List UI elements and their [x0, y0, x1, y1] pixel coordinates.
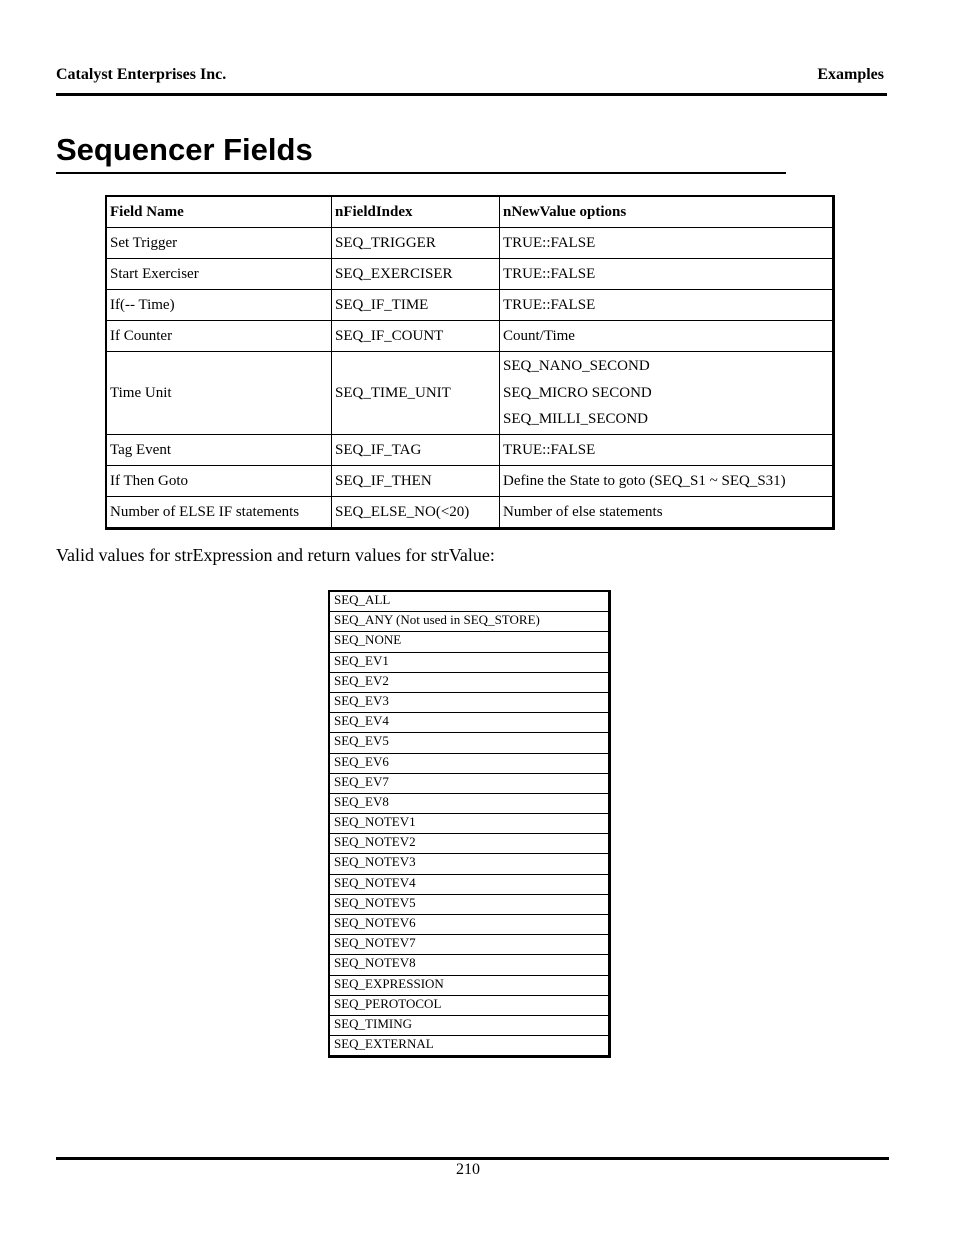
- list-item: [329, 1036, 610, 1057]
- list-item: [329, 874, 610, 894]
- valid-value-cell: SEQ_NOTEV8: [329, 955, 610, 975]
- list-item: [329, 672, 610, 692]
- list-item: [329, 632, 610, 652]
- value-options-cell: [500, 321, 834, 352]
- list-item: [329, 955, 610, 975]
- valid-value-cell: SEQ_EXTERNAL: [329, 1036, 610, 1057]
- valid-value-cell: SEQ_TIMING: [329, 1015, 610, 1035]
- header-section: Examples: [817, 66, 884, 83]
- value-options-cell: [500, 352, 834, 435]
- value-option: TRUE::FALSE: [503, 441, 596, 458]
- table-row: [106, 466, 834, 497]
- valid-value-cell: SEQ_EV3: [329, 692, 610, 712]
- valid-value-cell: SEQ_ANY (Not used in SEQ_STORE): [329, 612, 610, 632]
- list-item: [329, 854, 610, 874]
- value-option: Define the State to goto (SEQ_S1 ~ SEQ_S31): [503, 472, 786, 489]
- table-header-row: [106, 196, 834, 228]
- list-item: [329, 793, 610, 813]
- value-option: TRUE::FALSE: [503, 234, 596, 251]
- valid-value-cell: SEQ_EV7: [329, 773, 610, 793]
- field-index-cell: SEQ_IF_THEN: [332, 466, 500, 497]
- list-item: [329, 713, 610, 733]
- list-item: [329, 692, 610, 712]
- value-options-cell: [500, 466, 834, 497]
- table-row: [106, 435, 834, 466]
- valid-value-cell: SEQ_NOTEV4: [329, 874, 610, 894]
- header-company: Catalyst Enterprises Inc.: [56, 66, 227, 83]
- field-index-cell: SEQ_TIME_UNIT: [332, 352, 500, 435]
- field-name-cell: Time Unit: [106, 352, 332, 435]
- field-index-cell: SEQ_EXERCISER: [332, 259, 500, 290]
- valid-value-cell: SEQ_PEROTOCOL: [329, 995, 610, 1015]
- field-index-cell: SEQ_TRIGGER: [332, 228, 500, 259]
- page-title: Sequencer Fields: [56, 132, 313, 167]
- valid-value-cell: SEQ_NOTEV2: [329, 834, 610, 854]
- value-option: Number of else statements: [503, 503, 663, 520]
- value-option: TRUE::FALSE: [503, 296, 596, 313]
- table-row: [106, 497, 834, 529]
- field-name-cell: Tag Event: [106, 435, 332, 466]
- value-option: SEQ_MICRO SECOND: [503, 384, 652, 401]
- list-item: [329, 753, 610, 773]
- valid-value-cell: SEQ_EV5: [329, 733, 610, 753]
- field-name-cell: If Then Goto: [106, 466, 332, 497]
- field-index-cell: SEQ_IF_COUNT: [332, 321, 500, 352]
- list-item: [329, 935, 610, 955]
- column-header-nfieldindex: nFieldIndex: [332, 196, 500, 228]
- valid-value-cell: SEQ_NONE: [329, 632, 610, 652]
- valid-value-cell: SEQ_ALL: [329, 591, 610, 612]
- valid-value-cell: SEQ_EV2: [329, 672, 610, 692]
- list-item: [329, 591, 610, 612]
- footer-rule: [56, 1157, 889, 1160]
- table-row: [106, 259, 834, 290]
- valid-value-cell: SEQ_NOTEV3: [329, 854, 610, 874]
- field-index-cell: SEQ_IF_TIME: [332, 290, 500, 321]
- field-name-cell: Set Trigger: [106, 228, 332, 259]
- list-item: [329, 612, 610, 632]
- value-options-cell: [500, 497, 834, 529]
- value-option: SEQ_MILLI_SECOND: [503, 411, 648, 428]
- list-item: [329, 814, 610, 834]
- valid-value-cell: SEQ_EV1: [329, 652, 610, 672]
- list-item: [329, 1015, 610, 1035]
- list-item: [329, 894, 610, 914]
- list-item: [329, 834, 610, 854]
- table-row: [106, 321, 834, 352]
- list-item: [329, 773, 610, 793]
- value-options-cell: [500, 290, 834, 321]
- title-underline: [56, 172, 786, 174]
- value-option: Count/Time: [503, 327, 575, 344]
- valid-values-table: [328, 590, 611, 1058]
- valid-value-cell: SEQ_NOTEV1: [329, 814, 610, 834]
- field-name-cell: Number of ELSE IF statements: [106, 497, 332, 529]
- value-option: TRUE::FALSE: [503, 265, 596, 282]
- valid-value-cell: SEQ_EV8: [329, 793, 610, 813]
- valid-value-cell: SEQ_NOTEV6: [329, 915, 610, 935]
- table-row: [106, 290, 834, 321]
- sequencer-fields-table: [105, 195, 835, 530]
- value-option: SEQ_NANO_SECOND: [503, 358, 650, 375]
- field-index-cell: SEQ_IF_TAG: [332, 435, 500, 466]
- list-item: [329, 652, 610, 672]
- valid-value-cell: SEQ_EXPRESSION: [329, 975, 610, 995]
- list-item: [329, 975, 610, 995]
- field-index-cell: SEQ_ELSE_NO(<20): [332, 497, 500, 529]
- value-options-cell: [500, 259, 834, 290]
- list-item: [329, 995, 610, 1015]
- page-number: 210: [456, 1161, 480, 1178]
- valid-value-cell: SEQ_NOTEV5: [329, 894, 610, 914]
- valid-value-cell: SEQ_EV4: [329, 713, 610, 733]
- table-row: [106, 352, 834, 435]
- column-header-nnewvalue-options: nNewValue options: [500, 196, 834, 228]
- header-rule: [56, 93, 887, 96]
- valid-value-cell: SEQ_NOTEV7: [329, 935, 610, 955]
- valid-value-cell: SEQ_EV6: [329, 753, 610, 773]
- field-name-cell: If(-- Time): [106, 290, 332, 321]
- value-options-cell: [500, 228, 834, 259]
- valid-values-caption: Valid values for strExpression and return values for strValue:: [56, 545, 495, 565]
- table-row: [106, 228, 834, 259]
- list-item: [329, 915, 610, 935]
- column-header-field-name: Field Name: [106, 196, 332, 228]
- value-options-cell: [500, 435, 834, 466]
- list-item: [329, 733, 610, 753]
- field-name-cell: Start Exerciser: [106, 259, 332, 290]
- field-name-cell: If Counter: [106, 321, 332, 352]
